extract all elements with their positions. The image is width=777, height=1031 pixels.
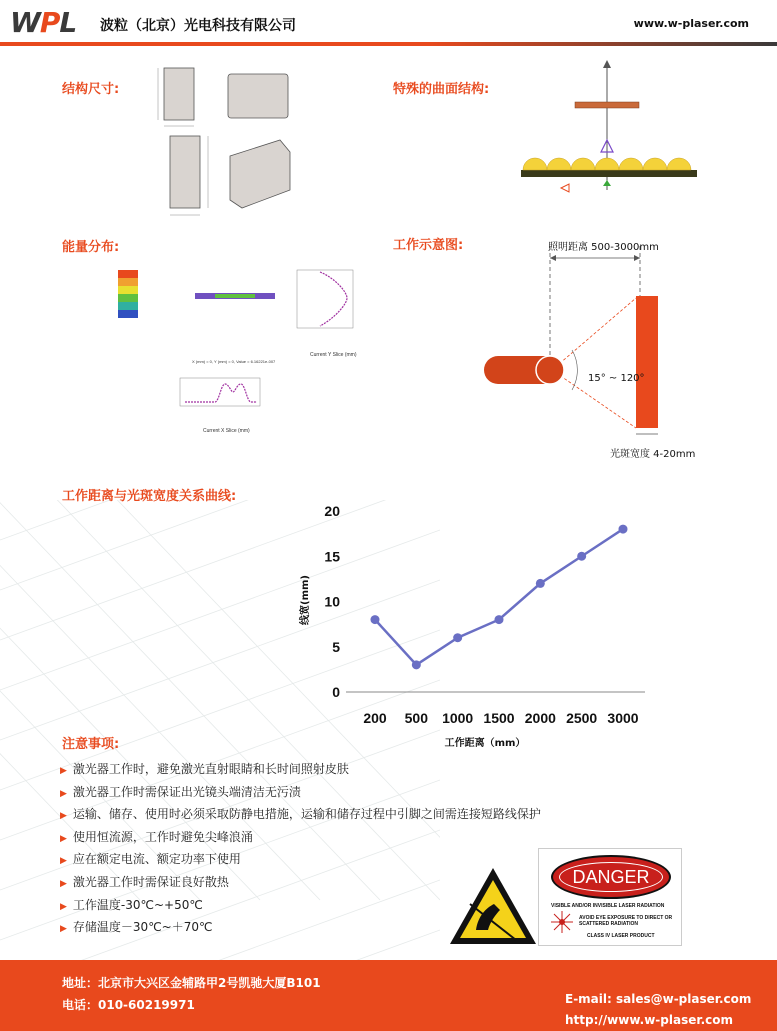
- page-footer: [0, 960, 777, 1031]
- note-item: [60, 826, 580, 849]
- data-point: [371, 615, 380, 624]
- danger-line-2: AVOID EYE EXPOSURE TO DIRECT OR SCATTERED RADIATION: [579, 915, 673, 927]
- y-tick-label: 0: [332, 684, 340, 700]
- section-title-curve: 工作距离与光斑宽度关系曲线:: [62, 489, 237, 504]
- section-title-notes: 注意事项:: [62, 737, 120, 752]
- work-angle-label: 15° ~ 120°: [588, 373, 645, 384]
- x-tick-label: 3000: [607, 710, 639, 726]
- x-tick-label: 2500: [566, 710, 598, 726]
- x-tick-label: 500: [404, 710, 429, 726]
- y-tick-label: 15: [324, 548, 340, 565]
- y-tick-label: 10: [324, 593, 340, 610]
- note-text: 工作温度-30℃~+50℃: [72, 897, 203, 912]
- bullet-arrow-icon: ▶: [60, 766, 67, 776]
- danger-title: DANGER: [559, 862, 663, 892]
- section-title-work-diagram: 工作示意图:: [393, 238, 464, 253]
- x-tick-label: 1000: [442, 710, 474, 726]
- note-item: [60, 781, 580, 804]
- x-axis-title: 工作距离（mm）: [444, 738, 526, 749]
- work-diagram: [480, 238, 720, 463]
- note-text: 存储温度－30℃~＋70℃: [72, 920, 213, 935]
- x-tick-label: 2000: [524, 710, 556, 726]
- footer-phone: 电话：010-60219971: [62, 998, 195, 1012]
- bullet-arrow-icon: ▶: [60, 901, 67, 912]
- page-header: [0, 0, 777, 48]
- note-text: 激光器工作时需保证出光镜头端清洁无污渍: [72, 784, 301, 799]
- company-logo: WPL: [10, 6, 77, 39]
- bullet-arrow-icon: ▶: [60, 788, 67, 799]
- chart-svg: [290, 495, 660, 755]
- section-title-curved: 特殊的曲面结构:: [393, 82, 490, 97]
- footer-address: 地址：北京市大兴区金辅路甲2号凯驰大厦B101: [62, 976, 321, 990]
- header-rule: [0, 42, 777, 46]
- note-item: [60, 803, 580, 826]
- y-tick-label: 5: [332, 638, 340, 655]
- data-point: [577, 552, 586, 561]
- danger-laser-sign: [538, 848, 682, 946]
- energy-distribution-plots: [115, 250, 380, 440]
- danger-oval: [551, 855, 671, 899]
- note-text: 应在额定电流、额定功率下使用: [72, 852, 241, 867]
- note-text: 激光器工作时需保证良好散热: [72, 874, 229, 889]
- y-axis-title: 线宽(mm): [300, 575, 311, 625]
- data-point: [453, 633, 462, 642]
- company-name: 波粒（北京）光电科技有限公司: [100, 18, 296, 34]
- series-line: [375, 529, 623, 665]
- note-item: [60, 758, 580, 781]
- section-title-energy: 能量分布:: [62, 240, 120, 255]
- data-point: [412, 660, 421, 669]
- structure-drawing: [150, 60, 310, 220]
- esd-warning-icon: [448, 864, 538, 948]
- section-title-structure: 结构尺寸:: [62, 82, 120, 97]
- slice-x-label: Current X Slice (mm): [203, 428, 250, 434]
- bullet-arrow-icon: ▶: [60, 811, 67, 822]
- note-text: 使用恒流源，工作时避免尖峰浪涌: [72, 829, 253, 844]
- data-point: [495, 615, 504, 624]
- x-tick-label: 200: [363, 710, 387, 726]
- y-tick-label: 20: [324, 503, 340, 519]
- data-point: [536, 579, 545, 588]
- work-distance-label: 照明距离 500-3000mm: [548, 242, 659, 253]
- slice-y-label: Current Y Slice (mm): [310, 352, 357, 358]
- note-text: 激光器工作时，避免激光直射眼睛和长时间照射皮肤: [72, 762, 349, 776]
- work-width-label: 光斑宽度 4-20mm: [610, 449, 696, 460]
- laser-starburst-icon: [551, 911, 573, 933]
- data-point: [619, 525, 628, 534]
- x-tick-label: 1500: [483, 710, 515, 726]
- bullet-arrow-icon: ▶: [60, 833, 67, 844]
- bullet-arrow-icon: ▶: [60, 924, 67, 935]
- danger-line-3: CLASS IV LASER PRODUCT: [587, 933, 655, 939]
- note-text: 运输、储存、使用时必须采取防静电措施，运输和储存过程中引脚之间需连接短路线保护: [72, 807, 541, 822]
- danger-line-1: VISIBLE AND/OR INVISIBLE LASER RADIATION: [551, 903, 665, 909]
- footer-url[interactable]: http://www.w-plaser.com: [565, 1013, 733, 1027]
- header-website: www.w-plaser.com: [633, 17, 749, 30]
- bullet-arrow-icon: ▶: [60, 856, 67, 867]
- distance-width-chart: [290, 495, 660, 755]
- curved-structure-diagram: [515, 60, 705, 210]
- energy-value-line: X (mm) = 0, Y (mm) = 0, Value = 6.16221e-007: [192, 359, 276, 364]
- bullet-arrow-icon: ▶: [60, 878, 67, 889]
- footer-email[interactable]: E-mail: sales@w-plaser.com: [565, 992, 752, 1006]
